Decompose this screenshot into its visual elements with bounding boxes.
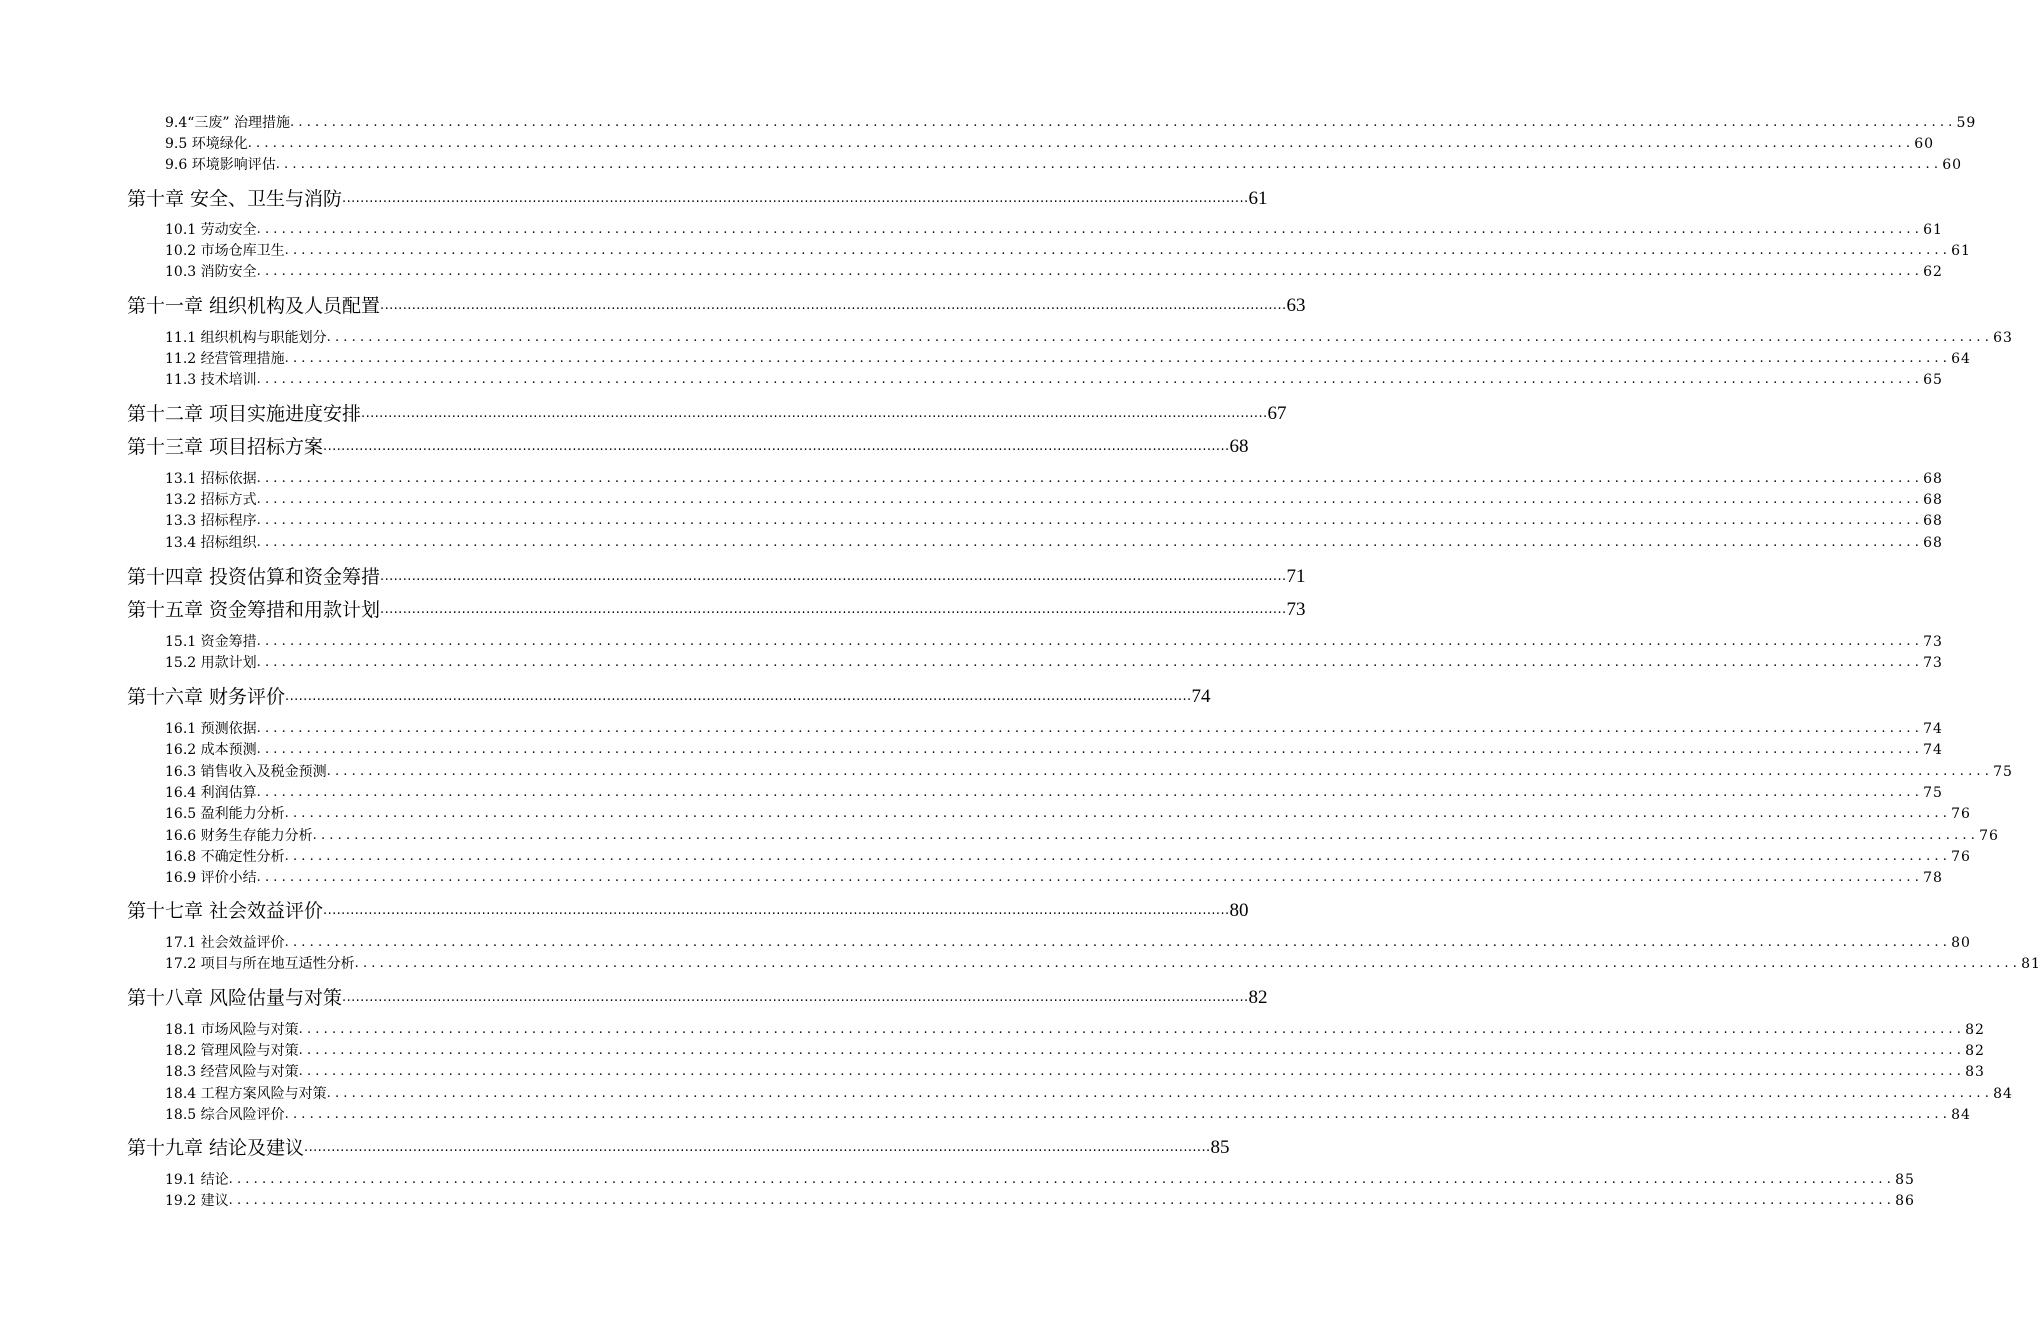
leader-dots: ........................................................................................................................................................................................................ bbox=[323, 439, 1230, 454]
toc-entry-label: 11.3 技术培训 bbox=[165, 372, 257, 388]
toc-entry-page: 60 bbox=[1942, 157, 1963, 173]
toc-entry[interactable] bbox=[0, 954, 2041, 974]
toc-chapter-page: 73 bbox=[1286, 599, 1306, 620]
toc-entry[interactable] bbox=[0, 653, 1943, 673]
toc-entry[interactable] bbox=[0, 113, 1977, 133]
leader-dots: ........................................................................................................................................................................................................ bbox=[380, 569, 1287, 584]
toc-entry-page: 83 bbox=[1965, 1064, 1985, 1080]
toc-entry[interactable] bbox=[0, 1041, 1985, 1061]
toc-entry-page: 61 bbox=[1923, 222, 1943, 238]
toc-entry[interactable] bbox=[0, 349, 1971, 369]
toc-entry-page: 74 bbox=[1923, 721, 1943, 737]
toc-entry-page: 60 bbox=[1914, 136, 1935, 152]
toc-entry-page: 81 bbox=[2021, 956, 2041, 972]
toc-chapter-label: 第十章 安全、卫生与消防 bbox=[127, 188, 343, 210]
toc-entry-page: 68 bbox=[1923, 513, 1943, 529]
toc-entry-label: 16.4 利润估算 bbox=[165, 785, 257, 801]
toc-entry-label: 18.1 市场风险与对策 bbox=[165, 1022, 299, 1038]
toc-entry[interactable] bbox=[0, 1020, 1985, 1040]
leader-dots: ........................................................................................................................................................................................................ bbox=[256, 870, 1924, 885]
leader-dots: ........................................................................................................................................................................................................ bbox=[298, 1043, 1966, 1058]
leader-dots: ........................................................................................................................................................................................................ bbox=[361, 406, 1268, 421]
leader-dots: ........................................................................................................................................................................................................ bbox=[256, 721, 1924, 736]
leader-dots: ........................................................................................................................................................................................................ bbox=[256, 264, 1924, 279]
toc-chapter-page: 85 bbox=[1210, 1137, 1230, 1158]
leader-dots: ........................................................................................................................................................................................................ bbox=[380, 298, 1287, 313]
toc-entry-label: 13.1 招标依据 bbox=[165, 471, 257, 487]
toc-chapter-label: 第十一章 组织机构及人员配置 bbox=[127, 295, 381, 317]
toc-entry[interactable] bbox=[0, 632, 1943, 652]
toc-entry-label: 16.6 财务生存能力分析 bbox=[165, 828, 313, 844]
toc-chapter-label: 第十二章 项目实施进度安排 bbox=[127, 403, 362, 425]
toc-entry-label: 16.8 不确定性分析 bbox=[165, 849, 285, 865]
toc-chapter[interactable] bbox=[0, 400, 1287, 428]
toc-entry-page: 86 bbox=[1895, 1193, 1915, 1209]
toc-entry-page: 68 bbox=[1923, 492, 1943, 508]
toc-entry-page: 76 bbox=[1951, 806, 1971, 822]
toc-entry-label: 13.3 招标程序 bbox=[165, 513, 257, 529]
toc-chapter-label: 第十五章 资金筹措和用款计划 bbox=[127, 599, 381, 621]
leader-dots: ........................................................................................................................................................................................................ bbox=[256, 513, 1924, 528]
toc-entry-page: 82 bbox=[1965, 1043, 1985, 1059]
toc-chapter[interactable] bbox=[0, 596, 1306, 624]
toc-entry[interactable] bbox=[0, 740, 1943, 760]
leader-dots: ........................................................................................................................................................................................................ bbox=[323, 903, 1230, 918]
toc-entry-page: 63 bbox=[1993, 330, 2013, 346]
toc-entry-page: 68 bbox=[1923, 471, 1943, 487]
toc-entry-label: 16.9 评价小结 bbox=[165, 870, 257, 886]
toc-entry-page: 85 bbox=[1895, 1172, 1915, 1188]
leader-dots: ........................................................................................................................................................................................................ bbox=[256, 222, 1924, 237]
toc-entry[interactable] bbox=[0, 804, 1971, 824]
toc-entry[interactable] bbox=[0, 1191, 1915, 1211]
toc-entry-label: 17.2 项目与所在地互适性分析 bbox=[165, 956, 355, 972]
leader-dots: ........................................................................................................................................................................................................ bbox=[256, 492, 1924, 507]
toc-chapter-label: 第十七章 社会效益评价 bbox=[127, 900, 324, 922]
leader-dots: ........................................................................................................................................................................................................ bbox=[298, 1022, 1966, 1037]
toc-chapter-page: 63 bbox=[1286, 295, 1306, 316]
toc-entry-label: 19.2 建议 bbox=[165, 1193, 229, 1209]
toc-entry-label: 10.1 劳动安全 bbox=[165, 222, 257, 238]
toc-entry-page: 84 bbox=[1993, 1086, 2013, 1102]
toc-chapter-page: 82 bbox=[1248, 987, 1268, 1008]
toc-entry[interactable] bbox=[0, 262, 1943, 282]
leader-dots: ........................................................................................................................................................................................................ bbox=[342, 191, 1249, 206]
toc-chapter[interactable] bbox=[0, 897, 1249, 925]
toc-entry-page: 62 bbox=[1923, 264, 1943, 280]
toc-chapter-label: 第十九章 结论及建议 bbox=[127, 1137, 305, 1159]
leader-dots: ........................................................................................................................................................................................................ bbox=[298, 1064, 1966, 1079]
toc-entry-label: 13.4 招标组织 bbox=[165, 535, 257, 551]
toc-entry[interactable] bbox=[0, 370, 1943, 390]
leader-dots: ........................................................................................................................................................................................................ bbox=[284, 935, 1952, 950]
leader-dots: ........................................................................................................................................................................................................ bbox=[228, 1193, 1896, 1208]
toc-chapter[interactable] bbox=[0, 683, 1211, 711]
toc-entry[interactable] bbox=[0, 933, 1971, 953]
leader-dots: ........................................................................................................................................................................................................ bbox=[256, 655, 1924, 670]
toc-chapter-label: 第十六章 财务评价 bbox=[127, 686, 286, 708]
leader-dots: ........................................................................................................................................................................................................ bbox=[228, 1172, 1896, 1187]
leader-dots: ........................................................................................................................................................................................................ bbox=[326, 330, 1994, 345]
toc-entry-page: 80 bbox=[1951, 935, 1971, 951]
toc-entry-page: 73 bbox=[1923, 655, 1943, 671]
toc-entry-page: 75 bbox=[1993, 764, 2013, 780]
leader-dots: ........................................................................................................................................................................................................ bbox=[256, 742, 1924, 757]
toc-chapter[interactable] bbox=[0, 563, 1306, 591]
leader-dots: ........................................................................................................................................................................................................ bbox=[256, 634, 1924, 649]
toc-chapter[interactable] bbox=[0, 185, 1268, 213]
toc-entry-label: 16.1 预测依据 bbox=[165, 721, 257, 737]
toc-entry-label: 18.4 工程方案风险与对策 bbox=[165, 1086, 327, 1102]
leader-dots: ........................................................................................................................................................................................................ bbox=[256, 785, 1924, 800]
toc-chapter[interactable] bbox=[0, 984, 1268, 1012]
toc-entry-label: 18.2 管理风险与对策 bbox=[165, 1043, 299, 1059]
toc-entry-page: 75 bbox=[1923, 785, 1943, 801]
toc-entry-label: 10.3 消防安全 bbox=[165, 264, 257, 280]
toc-entry[interactable] bbox=[0, 762, 2013, 782]
toc-chapter-page: 67 bbox=[1267, 403, 1287, 424]
toc-chapter-page: 74 bbox=[1191, 686, 1211, 707]
leader-dots: ........................................................................................................................................................................................................ bbox=[326, 1086, 1994, 1101]
toc-entry[interactable] bbox=[0, 1170, 1915, 1190]
toc-chapter-page: 61 bbox=[1248, 188, 1268, 209]
toc-chapter[interactable] bbox=[0, 433, 1249, 461]
leader-dots: ........................................................................................................................................................................................................ bbox=[284, 849, 1952, 864]
toc-entry-label: 16.5 盈利能力分析 bbox=[165, 806, 285, 822]
toc-entry-label: 10.2 市场仓库卫生 bbox=[165, 243, 285, 259]
toc-chapter-page: 71 bbox=[1286, 566, 1306, 587]
toc-chapter-label: 第十三章 项目招标方案 bbox=[127, 436, 324, 458]
leader-dots: ........................................................................................................................................................................................................ bbox=[247, 136, 1915, 151]
toc-entry-label: 13.2 招标方式 bbox=[165, 492, 257, 508]
toc-entry[interactable] bbox=[0, 511, 1943, 531]
leader-dots: ........................................................................................................................................................................................................ bbox=[290, 115, 1957, 130]
leader-dots: ........................................................................................................................................................................................................ bbox=[256, 372, 1924, 387]
toc-entry-page: 65 bbox=[1923, 372, 1943, 388]
leader-dots: ........................................................................................................................................................................................................ bbox=[342, 990, 1249, 1005]
leader-dots: ........................................................................................................................................................................................................ bbox=[326, 764, 1994, 779]
leader-dots: ........................................................................................................................................................................................................ bbox=[284, 1107, 1952, 1122]
toc-entry-label: 9.4“三废” 治理措施 bbox=[165, 115, 291, 131]
toc-chapter-page: 68 bbox=[1229, 436, 1249, 457]
toc-entry-page: 78 bbox=[1923, 870, 1943, 886]
toc-entry-label: 16.3 销售收入及税金预测 bbox=[165, 764, 327, 780]
leader-dots: ........................................................................................................................................................................................................ bbox=[256, 471, 1924, 486]
toc-entry-label: 15.1 资金筹措 bbox=[165, 634, 257, 650]
leader-dots: ........................................................................................................................................................................................................ bbox=[380, 602, 1287, 617]
toc-entry[interactable] bbox=[0, 490, 1943, 510]
toc-entry[interactable] bbox=[0, 533, 1943, 553]
toc-entry[interactable] bbox=[0, 328, 2013, 348]
toc-entry-label: 15.2 用款计划 bbox=[165, 655, 257, 671]
toc-entry-page: 64 bbox=[1951, 351, 1971, 367]
leader-dots: ........................................................................................................................................................................................................ bbox=[285, 689, 1192, 704]
toc-entry-label: 17.1 社会效益评价 bbox=[165, 935, 285, 951]
toc-chapter[interactable] bbox=[0, 1134, 1230, 1162]
toc-entry-page: 76 bbox=[1951, 849, 1971, 865]
leader-dots: ........................................................................................................................................................................................................ bbox=[354, 956, 2022, 971]
toc-entry-label: 18.5 综合风险评价 bbox=[165, 1107, 285, 1123]
toc-entry-page: 76 bbox=[1979, 828, 1999, 844]
toc-entry-label: 9.6 环境影响评估 bbox=[165, 157, 276, 173]
toc-entry-page: 73 bbox=[1923, 634, 1943, 650]
toc-entry[interactable] bbox=[0, 469, 1943, 489]
toc-entry[interactable] bbox=[0, 241, 1971, 261]
toc-entry-page: 59 bbox=[1956, 115, 1977, 131]
toc-entry-page: 84 bbox=[1951, 1107, 1971, 1123]
toc-entry[interactable] bbox=[0, 155, 1963, 175]
toc-entry-label: 19.1 结论 bbox=[165, 1172, 229, 1188]
toc-entry-label: 11.1 组织机构与职能划分 bbox=[165, 330, 327, 346]
toc-chapter[interactable] bbox=[0, 292, 1306, 320]
leader-dots: ........................................................................................................................................................................................................ bbox=[284, 243, 1952, 258]
toc-entry-label: 9.5 环境绿化 bbox=[165, 136, 248, 152]
toc-entry-label: 11.2 经营管理措施 bbox=[165, 351, 285, 367]
toc-entry-page: 68 bbox=[1923, 535, 1943, 551]
toc-chapter-label: 第十四章 投资估算和资金筹措 bbox=[127, 566, 381, 588]
toc-chapter-label: 第十八章 风险估量与对策 bbox=[127, 987, 343, 1009]
toc-entry-page: 61 bbox=[1951, 243, 1971, 259]
leader-dots: ........................................................................................................................................................................................................ bbox=[304, 1140, 1211, 1155]
leader-dots: ........................................................................................................................................................................................................ bbox=[256, 535, 1924, 550]
toc-entry[interactable] bbox=[0, 868, 1943, 888]
leader-dots: ........................................................................................................................................................................................................ bbox=[312, 828, 1980, 843]
leader-dots: ........................................................................................................................................................................................................ bbox=[275, 157, 1943, 172]
toc-entry[interactable] bbox=[0, 826, 1999, 846]
toc-entry-label: 18.3 经营风险与对策 bbox=[165, 1064, 299, 1080]
toc-entry[interactable] bbox=[0, 783, 1943, 803]
toc-entry[interactable] bbox=[0, 847, 1971, 867]
leader-dots: ........................................................................................................................................................................................................ bbox=[284, 806, 1952, 821]
toc-entry-page: 82 bbox=[1965, 1022, 1985, 1038]
leader-dots: ........................................................................................................................................................................................................ bbox=[284, 351, 1952, 366]
toc-entry[interactable] bbox=[0, 1084, 2013, 1104]
toc-entry[interactable] bbox=[0, 134, 1935, 154]
toc-chapter-page: 80 bbox=[1229, 900, 1249, 921]
toc-entry[interactable] bbox=[0, 220, 1943, 240]
toc-entry[interactable] bbox=[0, 1062, 1985, 1082]
toc-entry[interactable] bbox=[0, 1105, 1971, 1125]
toc-entry[interactable] bbox=[0, 719, 1943, 739]
toc-entry-label: 16.2 成本预测 bbox=[165, 742, 257, 758]
toc-entry-page: 74 bbox=[1923, 742, 1943, 758]
